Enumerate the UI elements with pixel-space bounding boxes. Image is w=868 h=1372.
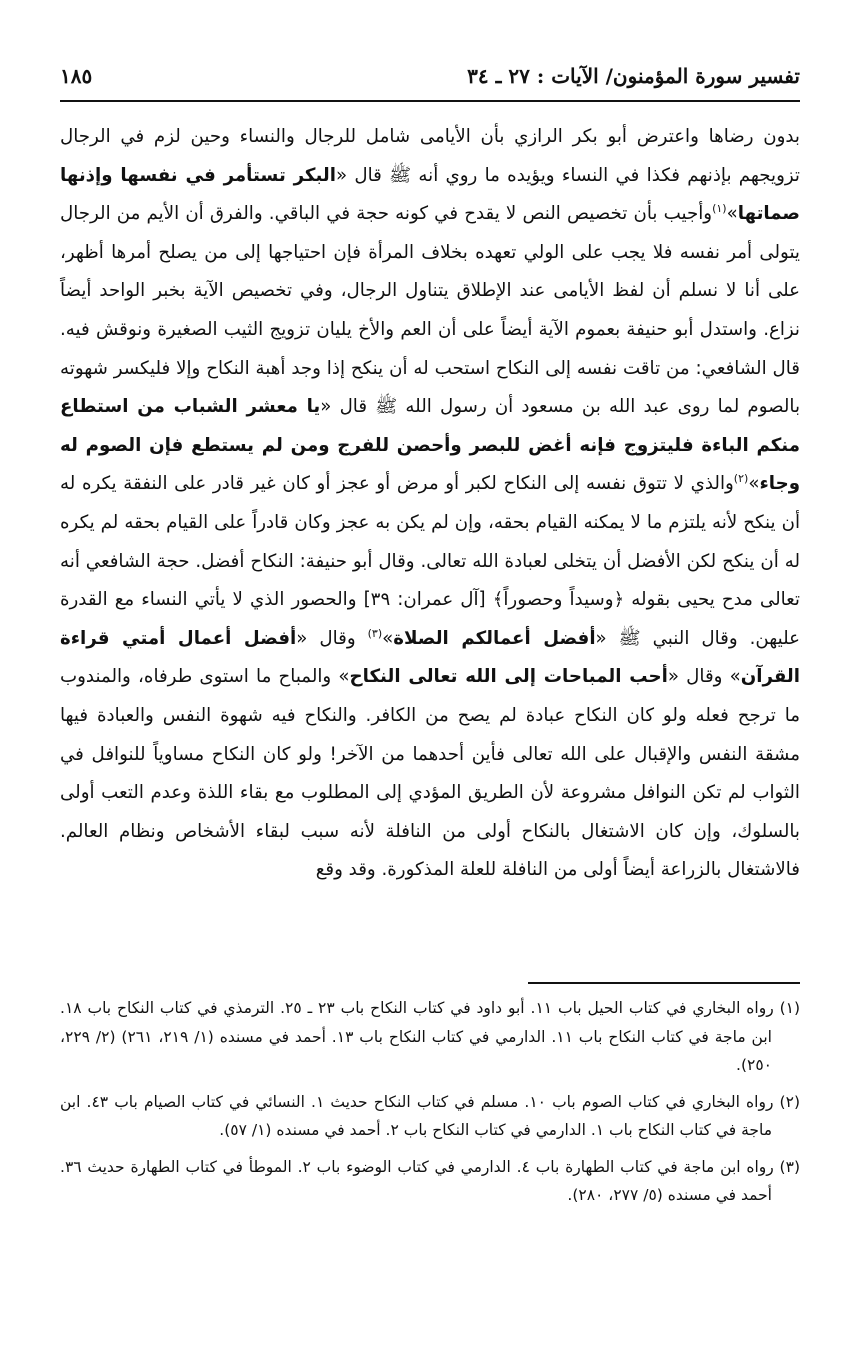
footnote: (٣) رواه ابن ماجة في كتاب الطهارة باب ٤. الدارمي في كتاب الوضوء باب ٢. الموطأ في كتاب الطهارة حديث ٣٦. أحمد في مسنده (٥/ ٢٧٧، ٢٨٠). bbox=[60, 1157, 800, 1204]
hadith-quote: أفضل أعمالكم الصلاة bbox=[393, 627, 596, 649]
hadith-quote: البكر تستأمر في نفسها وإذنها صماتها bbox=[60, 164, 800, 225]
footnote-rule bbox=[528, 982, 800, 984]
page-header bbox=[60, 56, 800, 96]
header-rule bbox=[60, 100, 800, 102]
page-number: ١٨٥ bbox=[60, 64, 93, 88]
paragraph: بدون رضاها واعترض أبو بكر الرازي بأن الأيامى شامل للرجال والنساء وحين لزم في الرجال تزويجهم بإذنهم فكذا في النساء ويؤيده ما روي أنه ﷺ قال «البكر تستأمر في نفسها وإذنها صماتها»$^{(١)}$وأجيب بأن تخصيص النص لا يقدح في كونه حجة في الباقي. والفرق أن الأيم من الرجال يتولى أمر نفسه فلا يجب على الولي تعهده بخلاف المرأة فإن احتياجها إلى من يصلح أمرها أظهر، على أنا لا نسلم أن لفظ الأيامى عند الإطلاق يتناول الرجال، وفي تخصيص الآية بخبر الواحد أيضاً نزاع. واستدل أبو حنيفة بعموم الآية أيضاً على أن العم والأخ يليان تزويج الثيب الصغيرة ونوقش فيه. قال الشافعي: من تاقت نفسه إلى النكاح استحب له أن ينكح إذا وجد أهبة النكاح وإلا فليكسر شهوته بالصوم لما روى عبد الله بن مسعود أن رسول الله ﷺ قال «يا معشر الشباب من استطاع منكم الباءة فليتزوج فإنه أغض للبصر وأحصن للفرج ومن لم يستطع فإن الصوم له وجاء»$^{(٢)}$والذي لا تتوق نفسه إلى النكاح لكبر أو مرض أو عجز أو كان غير قادر على النفقة يكره له أن ينكح لأنه يلتزم ما لا يمكنه القيام بحقه، وإن لم يكن به عجز وكان قادراً على القيام بحقه لم يكره له أن ينكح لكن الأفضل أن يتخلى لعبادة الله تعالى. وقال أبو حنيفة: النكاح أفضل. حجة الشافعي أنه تعالى مدح يحيى بقوله ﴿وسيداً وحصوراً﴾ [آل عمران: ٣٩] والحصور الذي لا يأتي النساء مع القدرة عليهن. وقال النبي ﷺ «أفضل أعمالكم الصلاة»$^{(٣)}$ وقال «أفضل أعمال أمتي قراءة القرآن» وقال «أحب المباحات إلى الله تعالى النكاح» والمباح ما استوى طرفاه، والمندوب ما ترجح فعله ولو كان النكاح عبادة لم يصح من الكافر. والنكاح فيه شهوة النفس والعبادة فيها مشقة النفس والإقبال على الله تعالى فأين أحدهما من الآخر! ولو كان النكاح مساوياً للنوافل في الثواب لم تكن النوافل مشروعة لأن الطريق المؤدي إلى المطلوب مع بقاء اللذة وعدم التعب أولى بالسلوك، وإن كان الاشتغال بالنكاح أولى من النافلة لأنه سبب لبقاء الأشخاص ونظام العالم. فالاشتغال بالزراعة أيضاً أولى من النافلة للعلة المذكورة. وقد وقع bbox=[60, 126, 801, 881]
footnote-ref: (٢) bbox=[733, 472, 749, 486]
footnote-ref: (١) bbox=[712, 202, 727, 216]
footnotes bbox=[60, 994, 800, 1218]
main-text bbox=[60, 118, 800, 890]
running-title: تفسير سورة المؤمنون/ الآيات : ٢٧ ـ ٣٤ bbox=[467, 64, 800, 88]
footnote-ref: (٣) bbox=[367, 626, 383, 640]
footnote: (٢) رواه البخاري في كتاب الصوم باب ١٠. مسلم في كتاب النكاح حديث ١. النسائي في كتاب الصيام باب ٤٣. ابن ماجة في كتاب النكاح باب ١. الدارمي في كتاب النكاح باب ٢. أحمد في مسنده (١/ ٥٧). bbox=[60, 1092, 800, 1139]
hadith-quote: أحب المباحات إلى الله تعالى النكاح bbox=[349, 666, 668, 688]
hadith-quote: يا معشر الشباب من استطاع منكم الباءة فليتزوج فإنه أغض للبصر وأحصن للفرج ومن لم يستطع فإن الصوم له وجاء bbox=[60, 396, 800, 495]
hadith-quote: أفضل أعمال أمتي قراءة القرآن bbox=[60, 627, 800, 688]
footnote: (١) رواه البخاري في كتاب الحيل باب ١١. أبو داود في كتاب النكاح باب ٢٣ ـ ٢٥. الترمذي في كتاب النكاح باب ١٨. ابن ماجة في كتاب النكاح باب ١١. الدارمي في كتاب النكاح باب ١٣. أحمد في مسنده (١/ ٢١٩، ٢٦١) (٢/ ٢٢٩، ٢٥٠). bbox=[60, 999, 801, 1074]
